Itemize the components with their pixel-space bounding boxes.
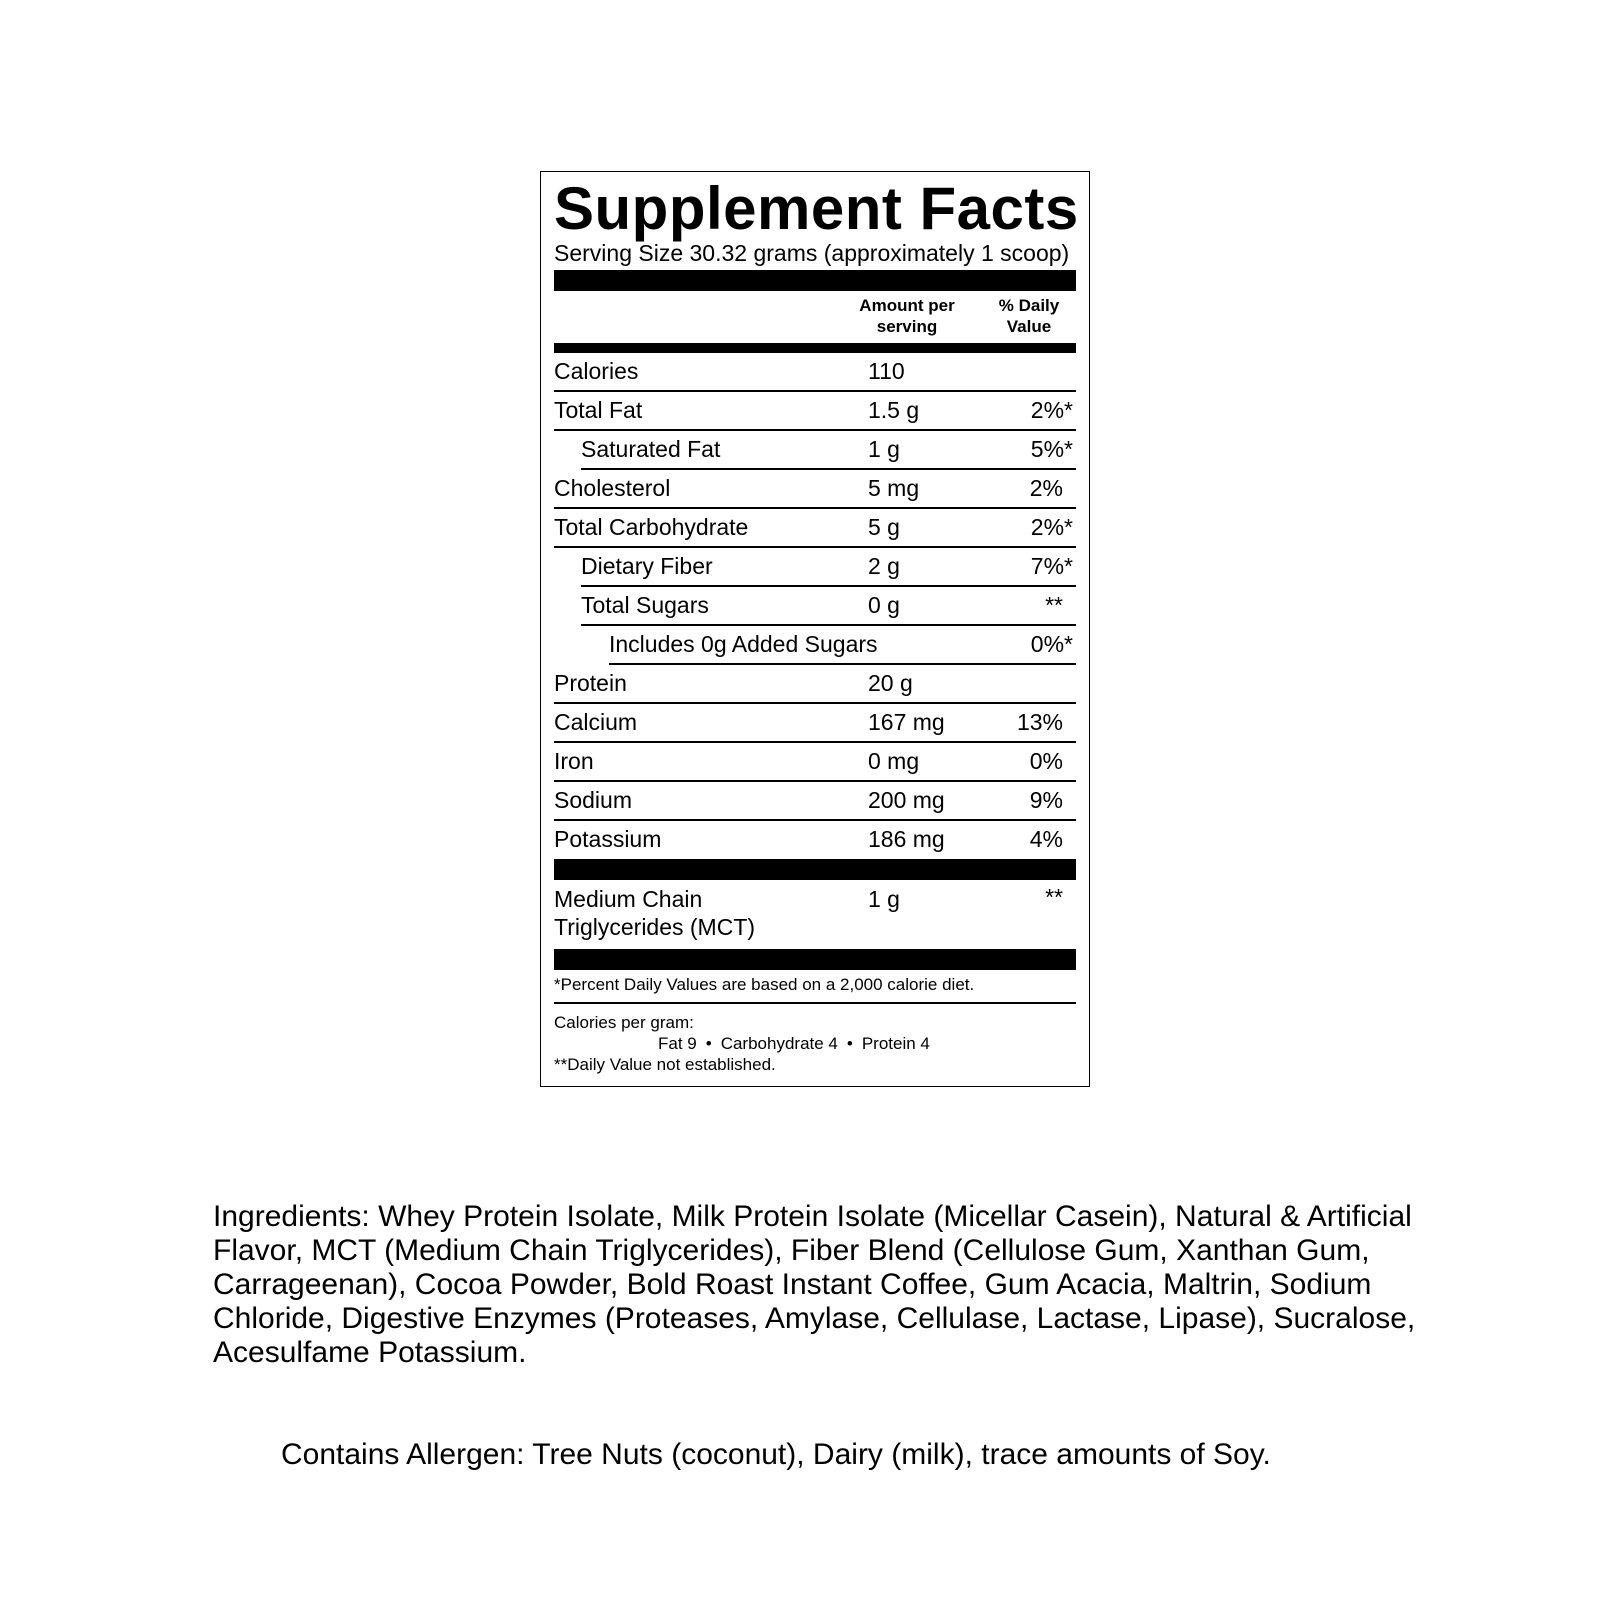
nutrient-row-cholesterol	[554, 470, 1076, 509]
nutrient-dv: 4%	[1029, 826, 1063, 852]
bullet-separator: •	[705, 1034, 712, 1053]
nutrient-name: Medium Chain Triglycerides (MCT)	[554, 886, 756, 940]
nutrient-amount: 1.5 g	[868, 397, 920, 423]
cpg-carbohydrate: Carbohydrate 4	[720, 1034, 838, 1053]
nutrient-row-sodium	[554, 782, 1076, 821]
thick-divider	[554, 270, 1076, 291]
nutrient-name: Potassium	[554, 826, 662, 852]
nutrient-dv: 0%	[1029, 748, 1063, 774]
nutrient-amount: 110	[868, 358, 905, 384]
nutrient-row-added-sugars	[609, 626, 1076, 665]
nutrient-amount: 5 g	[868, 514, 900, 540]
cpg-protein: Protein 4	[861, 1034, 930, 1053]
nutrient-dv: 5%*	[1030, 436, 1073, 462]
nutrient-amount: 167 mg	[868, 709, 945, 735]
footnote-not-established: **Daily Value not established.	[554, 1055, 776, 1074]
nutrient-name: Calcium	[554, 709, 638, 735]
nutrient-name: Saturated Fat	[581, 436, 721, 462]
medium-divider	[554, 343, 1076, 353]
thick-divider	[554, 859, 1076, 880]
nutrient-amount: 0 mg	[868, 748, 920, 774]
nutrient-name: Total Carbohydrate	[554, 514, 749, 540]
nutrient-amount: 1 g	[868, 886, 900, 912]
nutrient-name: Sodium	[554, 787, 632, 813]
nutrient-dv: **	[1045, 592, 1063, 618]
nutrient-amount: 200 mg	[868, 787, 945, 813]
nutrient-amount: 20 g	[868, 670, 913, 696]
nutrient-amount: 186 mg	[868, 826, 945, 852]
serving-size: Serving Size 30.32 grams (approximately 1 scoop)	[554, 240, 1070, 266]
nutrient-row-total-fat	[554, 392, 1076, 431]
footnote-calories-per-gram	[554, 1012, 1076, 1075]
nutrient-amount: 0 g	[868, 592, 900, 618]
nutrient-amount: 5 mg	[868, 475, 920, 501]
nutrient-dv: 13%	[1016, 709, 1063, 735]
daily-value-header: % Daily Value	[998, 296, 1060, 336]
nutrient-name: Dietary Fiber	[581, 553, 713, 579]
nutrient-name: Protein	[554, 670, 627, 696]
nutrient-dv: 0%*	[1030, 631, 1073, 657]
nutrient-dv: **	[1045, 884, 1063, 910]
nutrient-name: Iron	[554, 748, 594, 774]
nutrient-dv: 2%*	[1030, 514, 1073, 540]
amount-per-serving-header: Amount per serving	[859, 296, 955, 336]
footnote-daily-values: *Percent Daily Values are based on a 2,000 calorie diet.	[554, 974, 1076, 1004]
nutrient-row-dietary-fiber	[581, 548, 1076, 587]
ingredients-text: Ingredients: Whey Protein Isolate, Milk Protein Isolate (Micellar Casein), Natural & Artificial Flavor, MCT (Medium Chain Triglycerides), Fiber Blend (Cellulose Gum, Xanthan Gum, Carrageenan), Cocoa Powder, Bold Roast Instant Coffee, Gum Acacia, Maltrin, Sodium Chloride, Digestive Enzymes (Proteases, Amylase, Cellulase, Lactase, Lipase), Sucralose, Acesulfame Potassium.	[213, 1200, 1416, 1369]
nutrient-row-protein	[554, 665, 1076, 704]
nutrient-row-potassium	[554, 821, 1076, 858]
thick-divider	[554, 949, 1076, 970]
nutrient-name: Total Sugars	[581, 592, 709, 618]
nutrient-dv: 7%*	[1030, 553, 1073, 579]
nutrient-dv: 2%	[1029, 475, 1063, 501]
column-header	[554, 295, 1076, 343]
nutrient-row-mct	[554, 885, 1076, 947]
nutrient-row-calcium	[554, 704, 1076, 743]
nutrient-row-total-carbohydrate	[554, 509, 1076, 548]
nutrient-row-total-sugars	[581, 587, 1076, 626]
nutrient-row-iron	[554, 743, 1076, 782]
nutrient-dv: 2%*	[1030, 397, 1073, 423]
cpg-fat: Fat 9	[658, 1034, 697, 1053]
calories-per-gram-label: Calories per gram:	[554, 1013, 694, 1032]
nutrient-name: Includes 0g Added Sugars	[609, 631, 878, 657]
calories-per-gram-values	[554, 1033, 1076, 1054]
supplement-facts-panel	[540, 171, 1090, 1087]
nutrient-name: Cholesterol	[554, 475, 671, 501]
nutrient-name: Calories	[554, 358, 639, 384]
bullet-separator: •	[846, 1034, 853, 1053]
nutrient-amount: 2 g	[868, 553, 900, 579]
nutrient-row-saturated-fat	[581, 431, 1076, 470]
nutrient-amount: 1 g	[868, 436, 900, 462]
nutrient-name: Total Fat	[554, 397, 643, 423]
panel-title: Supplement Facts	[554, 175, 1079, 242]
nutrient-dv: 9%	[1029, 787, 1063, 813]
nutrient-row-calories	[554, 353, 1076, 392]
allergen-statement: Contains Allergen: Tree Nuts (coconut), Dairy (milk), trace amounts of Soy.	[281, 1438, 1271, 1471]
